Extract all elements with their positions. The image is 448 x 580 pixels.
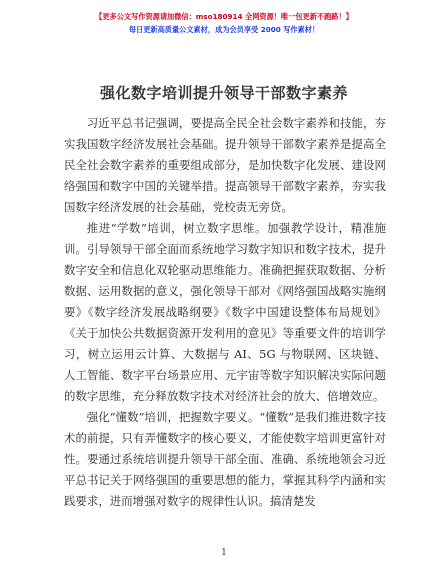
- promo-banner: [0, 10, 448, 36]
- document-body: [64, 113, 386, 512]
- promo-line-membership: 每日更新高质量公文素材，成为会员享受 2000 写作素材！: [128, 25, 320, 34]
- paragraph-understand-digital: 强化“懂数”培训，把握数字要义。“懂数”是我们推进数字技术的前提，只有弄懂数字的核心要义，才能使数字培训更富针对性。要通过系统培训提升领导干部全面、准确、系统地领会习近平总书记关于网络强国的重要思想的能力，掌握其科学内涵和实践要求，进而增强对数字的规律性认识。搞清楚发: [64, 410, 386, 508]
- paragraph-intro: 习近平总书记强调，要提高全民全社会数字素养和技能，夯实我国数字经济发展社会基础。提升领导干部数字素养是提高全民全社会数字素养的重要组成部分，是加快数字化发展、建设网络强国和数字中国的关键举措。提高领导干部数字素养，夯实我国数字经济发展的社会基础，党校责无旁贷。: [64, 116, 386, 214]
- page-number: 1: [221, 548, 227, 558]
- document-title: 强化数字培训提升领导干部数字素养: [99, 84, 348, 102]
- paragraph-learn-digital: 推进“学数”培训，树立数字思维。加强教学设计，精准施训。引导领导干部全面而系统地学习数字知识和数字技术，提升数字安全和信息化双轮驱动思维能力。准确把握获取数据、分析数据、运用数据的意义，强化领导干部对《网络强国战略实施纲要》《数字经济发展战略纲要》《数字中国建设整体布局规划》《关于加快公共数据资源开发利用的意见》等重要文件的培训学习，树立运用云计算、大数据与 AI、5G 与物联网、区块链、人工智能、数字平台场景应用、元宇宙等数字知识解决实际问题的数字思维，充分释放数字技术对经济社会的放大、倍增效应。: [64, 221, 386, 403]
- promo-line-contact: 【更多公文写作资源请加微信：mso180914 全网资源！唯一包更新不跑路！】: [95, 12, 353, 21]
